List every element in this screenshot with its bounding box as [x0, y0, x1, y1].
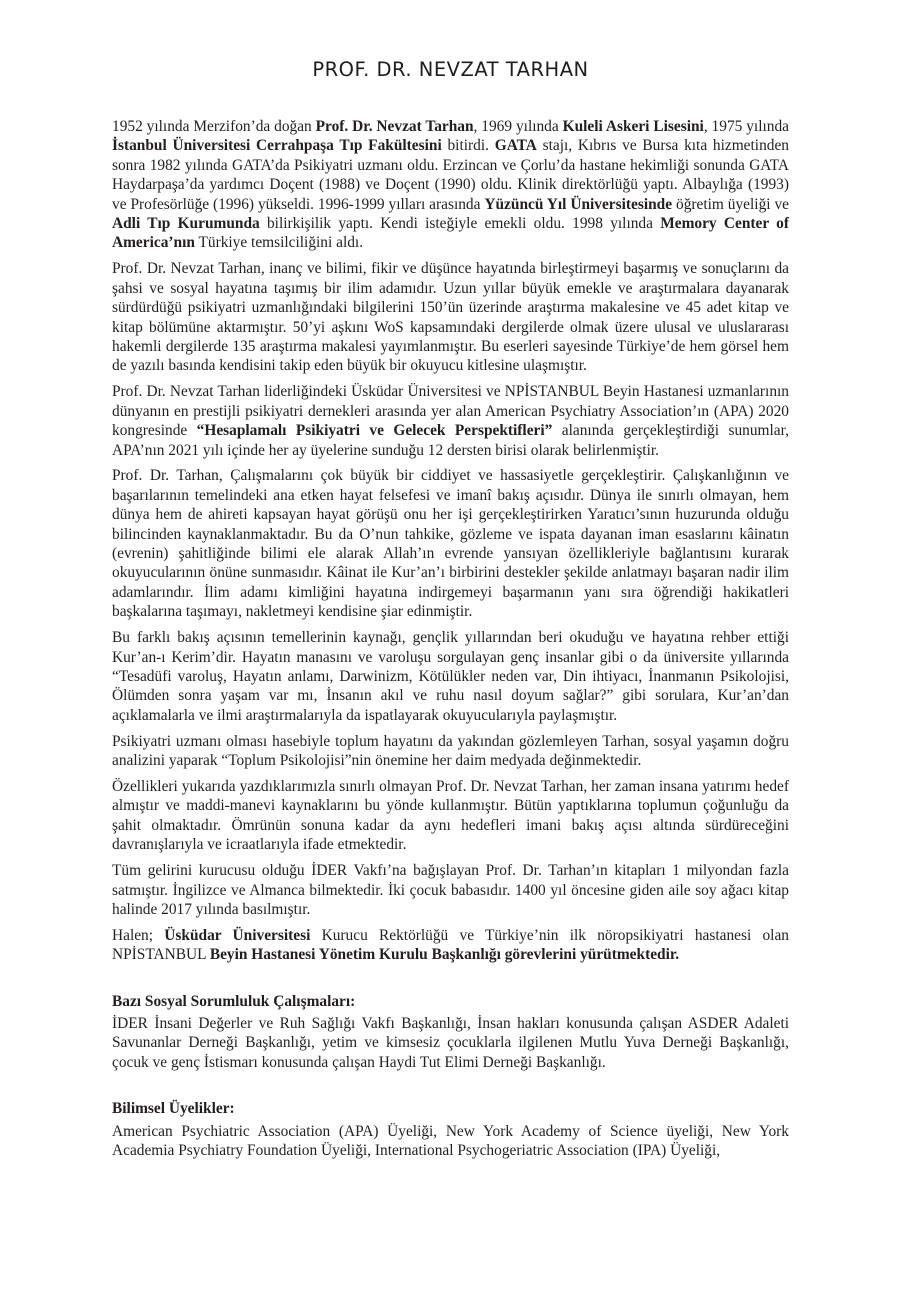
text-run: Türkiye temsilciliğini aldı.	[194, 234, 364, 252]
bold-text-run: “Hesaplamalı Psikiyatri ve Gelecek Perspektifleri”	[196, 422, 553, 440]
text-run: bitirdi.	[441, 137, 495, 155]
bio-paragraph-5	[112, 628, 789, 725]
text-run: Prof. Dr. Nevzat Tarhan, inanç ve bilimi, fikir ve düşünce hayatında birleştirmeyi başarmış ve sonuçlarını da şahsi ve sosyal hayatına taşımış bir ilim adamıdır. Uzun yıllar büyük emekle ve araştırmalara dayanarak sürdürdüğü psikiyatri uzmanlığındaki bilgilerini 150’ün üzerinde araştırma makalesine ve 45 adet kitap ve kitap bölümüne aktarmıştır. 50’yi aşkını WoS kapsamındaki dergilerde olmak üzere ulusal ve uluslararası hakemli dergilerde 135 araştırma makalesi yayımlanmıştır. Bu eserleri sayesinde Türkiye’de hem görsel hem de yazılı basında kendisini takip eden büyük bir okuyucu kitlesine ulaşmıştır.	[112, 260, 789, 375]
text-run: Psikiyatri uzmanı olması hasebiyle toplum hayatını da yakından gözlemleyen Tarhan, sosyal yaşamın doğru analizini yaparak “Toplum Psikolojisi”nin önemine her daim medyada değinmektedir.	[112, 732, 789, 770]
bold-text-run: İstanbul Üniversitesi Cerrahpaşa Tıp Fakültesini	[112, 137, 442, 155]
text-run: Prof. Dr. Tarhan, Çalışmalarını çok büyük bir ciddiyet ve hassasiyetle gerçekleştirir. Çalışkanlığının ve başarılarının temelindeki ana etken hayat felsefesi ve imanî bakış açısıdır. Dünya ile sınırlı olmayan, hem dünya hem de ahireti kapsayan hayat görüşü onu her işi gerçekleştirirken Yaratıcı’sının huzurunda olduğu bilincinden kaynaklanmaktadır. Bu da O’nun tahkike, gözleme ve ispata dayanan iman esaslarını kâinatın (evrenin) şahitliğinde bilimi ele alarak Allah’ın evrende yansıyan özellikleriyle bağlantısını kurarak okuyucularının önüne sunmasıdır. Kâinat ile Kur’an’ı birbirini destekler şekilde anlatmayı başaran nadir ilim adamlarındır. İlim adamı kimliğini hayatına indirgemeyi başarmanın yanı sıra öğrendiği hakikatleri başkalarına taşımayı, nakletmeyi kendisine şiar edinmiştir.	[112, 467, 789, 621]
text-run: stajı, Kıbrıs ve Bursa kıta hizmetinden sonra 1982 yılında GATA’da Psikiyatri uzmanı oldu. Erzincan ve Çorlu’da hastane hekimliği sonunda GATA Haydarpaşa’da yardımcı Doçent (1988) ve Doçent (1990) oldu. Klinik direktörlüğü yaptı. Albaylığa (1993) ve Profesörlüğe (1996) yükseldi. 1996-1999 yılları arasında	[112, 137, 789, 213]
bio-paragraph-8	[112, 861, 789, 919]
bio-paragraph-9	[112, 926, 789, 965]
bio-paragraph-1	[112, 117, 789, 253]
bold-text-run: Adli Tıp Kurumunda	[112, 215, 260, 233]
bio-paragraph-3	[112, 382, 789, 460]
bold-text-run: Beyin Hastanesi Yönetim Kurulu Başkanlığı görevlerini yürütmektedir.	[209, 946, 680, 964]
text-run: alanında gerçekleştirdiği sunumlar, APA’nın 2021 yılı içinde her ay üyelerine sunduğu 12 dersten birisi olarak belirlenmiştir.	[112, 422, 789, 459]
bio-paragraph-4	[112, 466, 789, 621]
text-run: Tüm gelirini kurucusu olduğu İDER Vakfı’na bağışlayan Prof. Dr. Tarhan’ın kitapları 1 milyondan fazla satmıştır. İngilizce ve Almanca bilmektedir. İki çocuk babasıdır. 1400 yıl öncesine giden aile soy ağacı kitap halinde 2017 yılında basılmıştır.	[112, 862, 789, 918]
memberships-heading: Bilimsel Üyelikler:	[112, 1100, 235, 1118]
text-run: Özellikleri yukarıda yazdıklarımızla sınırlı olmayan Prof. Dr. Nevzat Tarhan, her zaman insana yatırımı hedef almıştır ve maddi-manevi kaynaklarını bu yönde kullanmıştır. Bütün yaptıklarına toplumun çoğunluğu da şahit olmaktadır. Ömrünün sonuna kadar da aynı hedefleri imani bakış açısı altında sürdüreceğini davranışlarıyla ve icraatlarıyla ifade etmektedir.	[112, 778, 789, 854]
text-run: bilirkişilik yaptı. Kendi isteğiyle emekli oldu. 1998 yılında	[259, 215, 661, 233]
bio-paragraph-6	[112, 732, 789, 771]
text-run: , 1969 yılında	[473, 118, 563, 135]
biography-body	[112, 117, 789, 1167]
page-title: PROF. DR. NEVZAT TARHAN	[312, 58, 589, 81]
text-run: 1952 yılında Merzifon’da doğan	[112, 118, 316, 135]
social-responsibility-text: İDER İnsani Değerler ve Ruh Sağlığı Vakfı Başkanlığı, İnsan hakları konusunda çalışan ASDER Adaleti Savunanlar Derneği Başkanlığı, yetim ve kimsesiz çocuklarla ilgilenen Mutlu Yuva Derneği Başkanlığı, çocuk ve genç İstismarı konusunda çalışan Haydi Tut Elimi Derneği Başkanlığı.	[112, 1015, 789, 1071]
text-run: Prof. Dr. Nevzat Tarhan liderliğindeki Üsküdar Üniversitesi ve NPİSTANBUL Beyin Hastanesi uzmanlarının dünyanın en prestijli psikiyatri dernekleri arasında yer alan American Psychiatry Association’ın (APA) 2020 kongresinde	[112, 383, 789, 440]
bold-text-run: GATA	[494, 137, 537, 155]
bio-paragraph-2	[112, 259, 789, 375]
memberships-text: American Psychiatric Association (APA) Üyeliği, New York Academy of Science üyeliği, New York Academia Psychiatry Foundation Üyeliği, International Psychogeriatric Association (IPA) Üyeliği,	[112, 1122, 789, 1160]
text-run: öğretim üyeliği ve	[672, 195, 789, 213]
text-run: , 1975 yılında	[703, 118, 789, 135]
bold-text-run: Üsküdar Üniversitesi	[164, 926, 311, 944]
bio-paragraph-7	[112, 777, 789, 855]
bold-text-run: Kuleli Askeri Lisesini	[562, 118, 704, 135]
bold-text-run: Yüzüncü Yıl Üniversitesinde	[484, 195, 673, 213]
social-responsibility-heading: Bazı Sosyal Sorumluluk Çalışmaları:	[112, 992, 356, 1010]
bold-text-run: Prof. Dr. Nevzat Tarhan	[315, 118, 474, 135]
text-run: Halen;	[112, 926, 165, 944]
bold-text-run: Memory Center of America’nın	[112, 215, 789, 252]
text-run: Bu farklı bakış açısının temellerinin kaynağı, gençlik yıllarından beri okuduğu ve hayatına rehber ettiği Kur’an-ı Kerim’dir. Hayatın manasını ve varoluşu sorgulayan genç insanlar gibi o da üniversite yıllarında “Tesadüfi varoluş, Hayatın anlamı, Darwinizm, Kötülükler neden var, Din ihtiyacı, İnanmanın Psikolojisi, Ölümden sonra yaşam var mı, İnsanın akıl ve ruhu nasıl doyum sağlar?” gibi sorulara, Kur’an’dan açıklamalarla ve ilmi araştırmalarıyla da ispatlayarak okuyucularıyla paylaşmıştır.	[112, 629, 789, 724]
text-run: Kurucu Rektörlüğü ve Türkiye’nin ilk nöropsikiyatri hastanesi olan NPİSTANBUL	[112, 926, 789, 964]
